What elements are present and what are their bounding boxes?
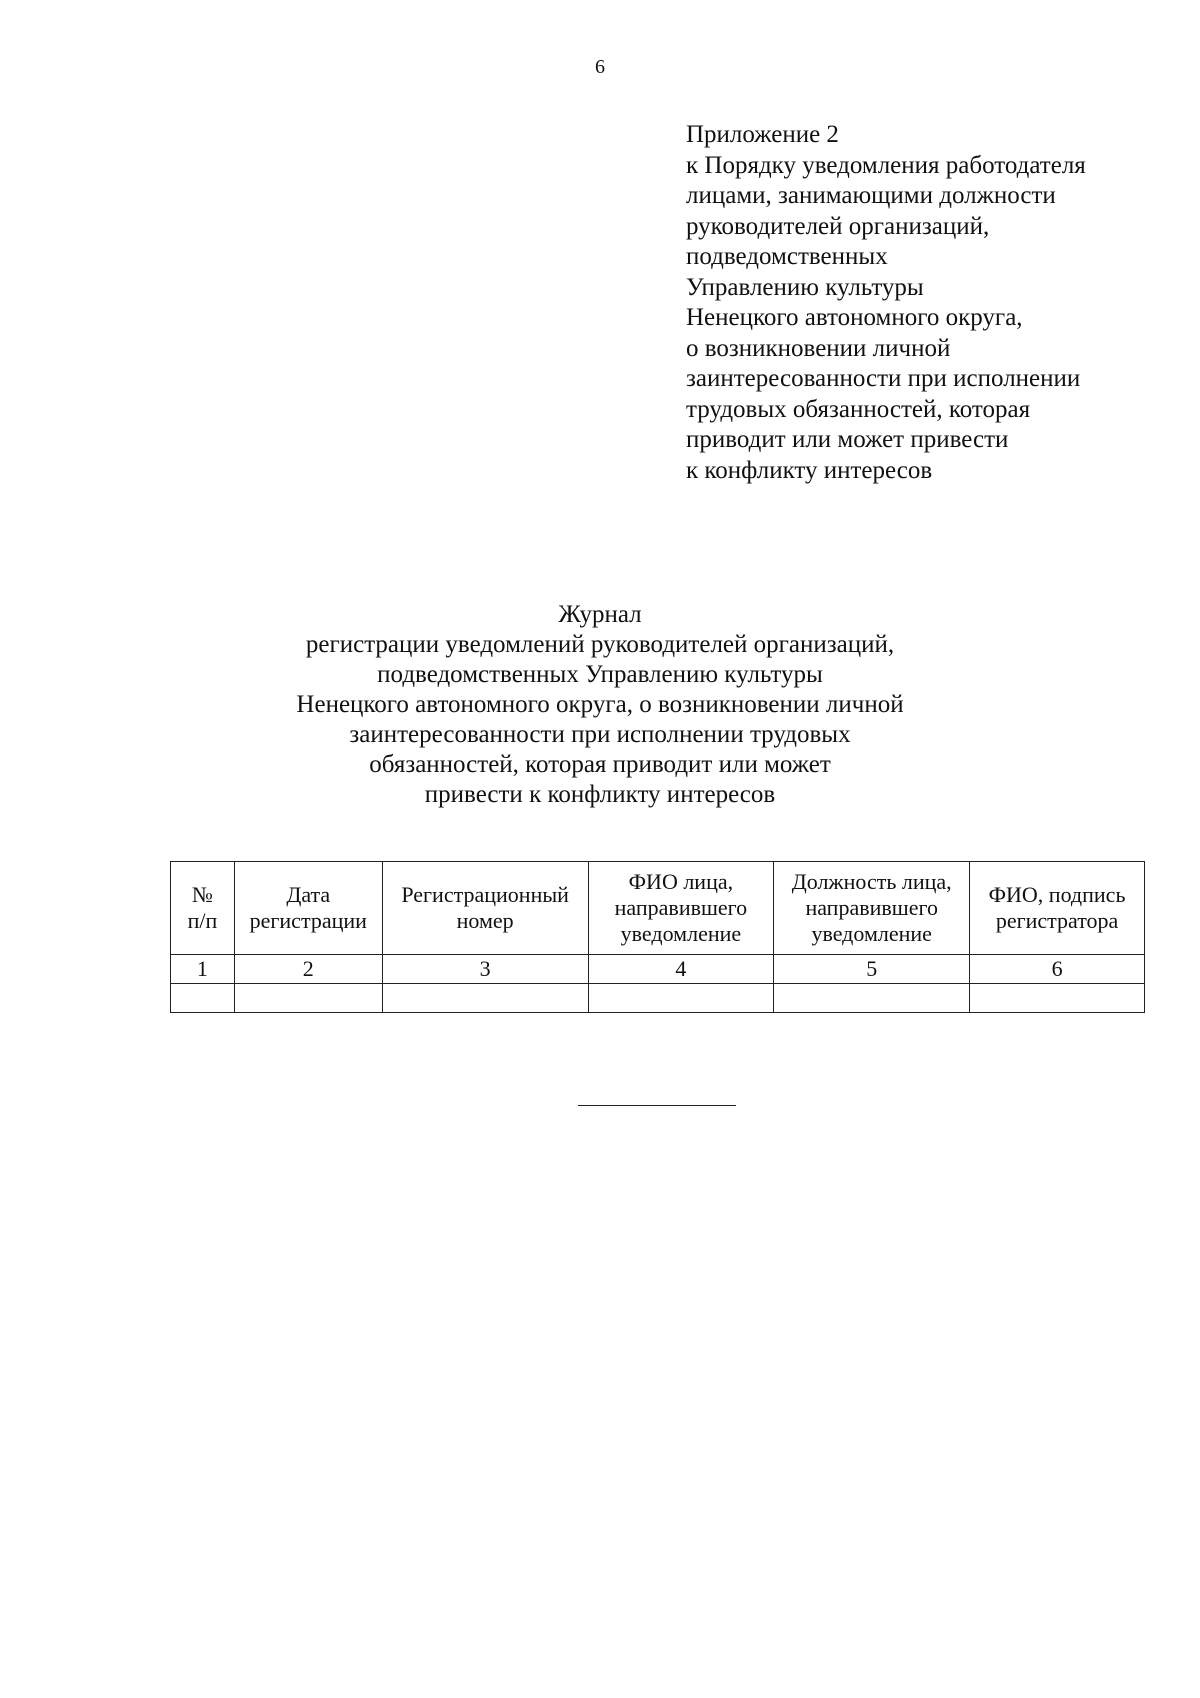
header-number	[171, 862, 235, 955]
appendix-line: Управлению культуры	[686, 273, 924, 301]
appendix-line: к конфликту интересов	[686, 456, 933, 484]
table-cell	[588, 984, 774, 1013]
header-text: №	[191, 882, 213, 907]
table-cell: 5	[774, 955, 970, 984]
header-registration-number	[382, 862, 588, 955]
journal-title: Журнал	[558, 601, 642, 628]
header-text: п/п	[187, 908, 218, 933]
header-sender-position	[774, 862, 970, 955]
appendix-line: к Порядку уведомления работодателя	[686, 151, 1086, 179]
appendix-line: лицами, занимающими должности	[686, 182, 1056, 209]
page-number: 6	[595, 56, 605, 78]
journal-line: Ненецкого автономного округа, о возникновении личной	[296, 691, 904, 718]
table-cell: 1	[171, 955, 235, 984]
journal-line: привести к конфликту интересов	[424, 781, 776, 808]
table-cell: 2	[234, 955, 382, 984]
appendix-line: руководителей организаций,	[686, 212, 990, 240]
header-text: Регистрационный	[401, 882, 569, 907]
appendix-line: о возникновении личной	[686, 334, 951, 362]
appendix-line: подведомственных	[686, 243, 888, 270]
header-text: номер	[456, 908, 514, 933]
header-sender-name	[588, 862, 774, 955]
header-text: регистрации	[249, 908, 367, 933]
header-text: направившего	[614, 895, 748, 920]
header-text: ФИО, подпись	[988, 882, 1126, 907]
header-text: уведомление	[620, 921, 742, 946]
journal-line: обязанностей, которая приводит или может	[369, 751, 831, 778]
table-header-row	[171, 862, 1145, 955]
header-registrar	[970, 862, 1145, 955]
header-date	[234, 862, 382, 955]
table-row-empty	[171, 984, 1145, 1013]
header-text: уведомление	[811, 921, 932, 946]
table-cell	[774, 984, 970, 1013]
journal-line: заинтересованности при исполнении трудовых	[349, 721, 851, 748]
table-cell: 4	[588, 955, 774, 984]
header-text: направившего	[805, 895, 938, 920]
appendix-block	[686, 120, 1166, 486]
table-cell: 6	[970, 955, 1145, 984]
table-cell	[382, 984, 588, 1013]
appendix-line: Приложение 2	[686, 121, 839, 148]
header-text: Должность лица,	[791, 869, 952, 894]
header-text: Дата	[286, 882, 331, 907]
table-cell	[234, 984, 382, 1013]
journal-line: регистрации уведомлений руководителей организаций,	[305, 631, 895, 658]
table-cell: 3	[382, 955, 588, 984]
journal-heading	[0, 600, 1200, 810]
appendix-line: трудовых обязанностей, которая	[686, 395, 1031, 423]
table-row-numbering	[171, 955, 1145, 984]
appendix-line: заинтересованности при исполнении	[686, 365, 1081, 392]
table-cell	[171, 984, 235, 1013]
end-rule-divider	[578, 1105, 736, 1106]
journal-line: подведомственных Управлению культуры	[377, 661, 823, 688]
table-cell	[970, 984, 1145, 1013]
header-text: регистратора	[995, 908, 1119, 933]
header-text: ФИО лица,	[628, 869, 734, 894]
appendix-line: Ненецкого автономного округа,	[686, 304, 1023, 331]
appendix-line: приводит или может привести	[686, 426, 1009, 453]
registration-table	[170, 861, 1145, 1013]
